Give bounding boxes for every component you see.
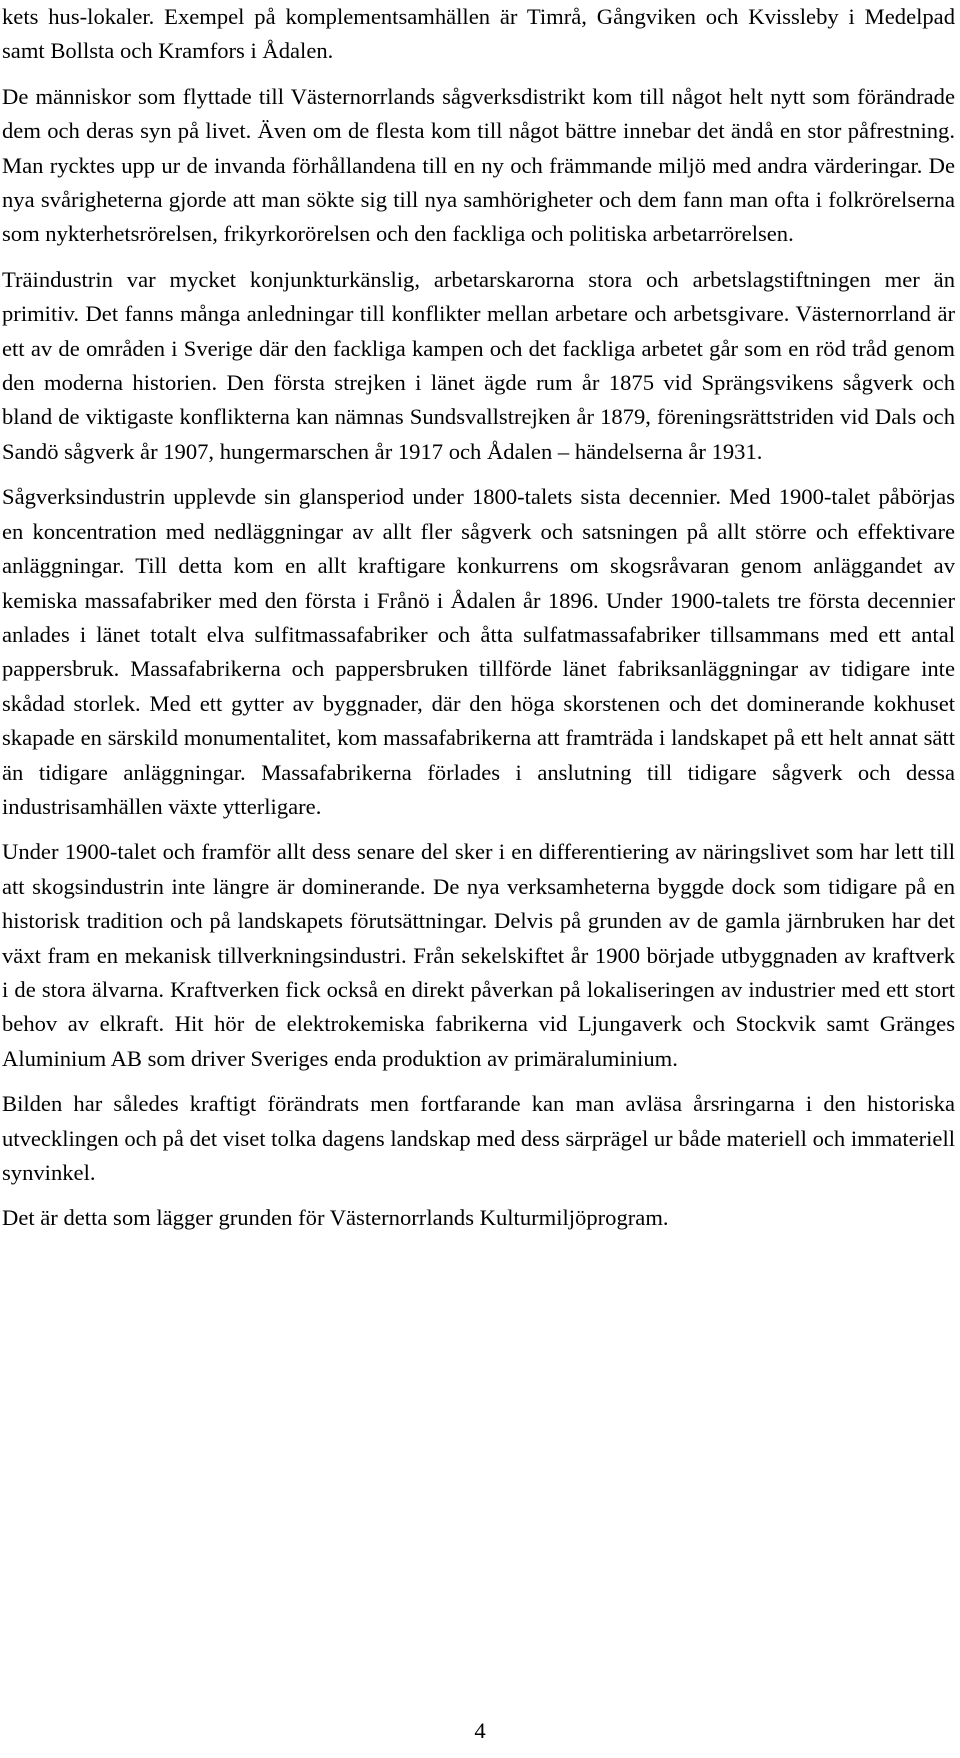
paragraph-bilden: Bilden har således kraftigt förändrats men fortfarande kan man avläsa årsringarna i den historiska utvecklingen och på det viset tolka dagens landskap med dess särprägel ur både materiell och immateriell synvinkel.: [2, 1091, 956, 1185]
paragraph-differentiering: Under 1900-talet och framför allt dess senare del sker i en differentiering av näringslivet som har lett till att skogsindustrin inte längre är dominerande. De nya verksamheterna byggde dock som tidigare på en historisk tradition och på landskapets förutsättningar. Delvis på grunden av de gamla järnbruken har det växt fram en mekanisk tillverkningsindustri. Från sekelskiftet år 1900 började utbyggnaden av kraftverk i de stora älvarna. Kraftverken fick också en direkt påverkan på lokaliseringen av industrier med ett stort behov av elkraft. Hit hör de elektrokemiska fabrikerna vid Ljungaverk och Stockvik samt Gränges Aluminium AB som driver Sveriges enda produktion av primäraluminium.: [2, 839, 955, 1071]
paragraph-kulturmiljoprogram: Det är detta som lägger grunden för Västernorrlands Kulturmiljöprogram.: [2, 1205, 669, 1231]
paragraph-komplementsamhallen: kets hus-lokaler. Exempel på komplementsamhällen är Timrå, Gångviken och Kvissleby i Medelpad samt Bollsta och Kramfors i Ådalen.: [2, 4, 955, 64]
paragraph-sagverksindustrin: Sågverksindustrin upplevde sin glansperiod under 1800-talets sista decennier. Med 1900-talet påbörjas en koncentration med nedläggningar av allt fler sågverk och satsningen på allt större och effektivare anläggningar. Till detta kom en allt kraftigare konkurrens om skogsråvaran genom anläggandet av kemiska massafabriker med den första i Frånö i Ådalen år 1896. Under 1900-talets tre första decennier anlades i länet totalt elva sulfitmassafabriker och åtta sulfatmassafabriker tillsammans med ett antal pappersbruk. Massafabrikerna och pappersbruken tillförde länet fabriksanläggningar av tidigare inte skådad storlek. Med ett gytter av byggnader, där den höga skorstenen och det dominerande kokhuset skapade en särskild monumentalitet, kom massafabrikerna att framträda i landskapet på ett helt annat sätt än tidigare anläggningar. Massafabrikerna förlades i anslutning till tidigare sågverk och dessa industrisamhällen växte ytterligare.: [2, 484, 955, 819]
body-text: [2, 0, 955, 1236]
paragraph-traindustrin: Träindustrin var mycket konjunkturkänslig, arbetarskarorna stora och arbetslagstiftningen mer än primitiv. Det fanns många anledningar till konflikter mellan arbetare och arbetsgivare. Västernorrland är ett av de områden i Sverige där den fackliga kampen och det fackliga arbetet går som en röd tråd genom den moderna historien. Den första strejken i länet ägde rum år 1875 vid Sprängsvikens sågverk och bland de viktigaste konflikterna kan nämnas Sundsvallstrejken år 1879, föreningsrättstriden vid Dals och Sandö sågverk år 1907, hungermarschen år 1917 och Ådalen – händelserna år 1931.: [2, 266, 955, 464]
page-number: 4: [474, 1718, 486, 1743]
paragraph-manniskor: De människor som flyttade till Västernorrlands sågverksdistrikt kom till något helt nytt som förändrade dem och deras syn på livet. Även om de flesta kom till något bättre innebar det ändå en stor påfrestning. Man rycktes upp ur de invanda förhållandena till en ny och främmande miljö med andra värderingar. De nya svårigheterna gjorde att man sökte sig till nya samhörigheter och dem fann man ofta i folkrörelserna som nykterhetsrörelsen, frikyrkorörelsen och den fackliga och politiska arbetarrörelsen.: [2, 83, 955, 247]
